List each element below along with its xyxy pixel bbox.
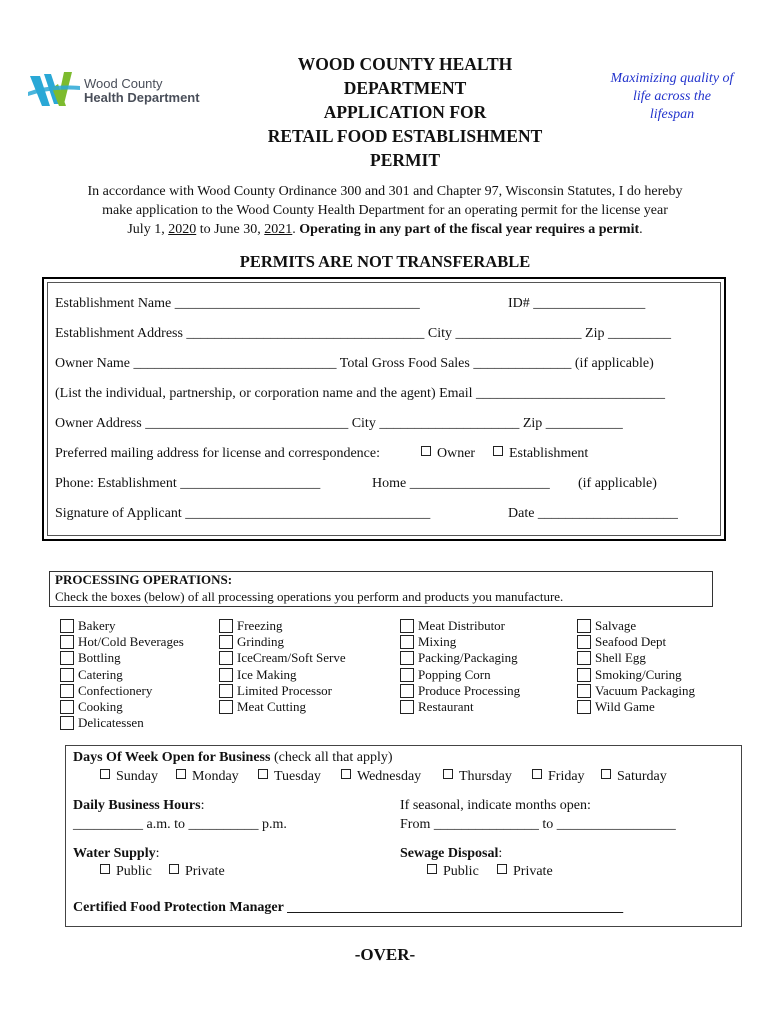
processing-checkbox[interactable]: Confectionery [60, 683, 184, 699]
processing-checkbox[interactable]: Salvage [577, 618, 695, 634]
processing-column-3 [400, 618, 520, 715]
processing-checkbox[interactable]: Freezing [219, 618, 346, 634]
checkbox-icon [493, 446, 503, 456]
day-checkbox-wednesday[interactable]: Wednesday [341, 769, 421, 785]
sewage-disposal-label: Sewage Disposal: [400, 846, 503, 861]
title-line: PERMIT [370, 150, 440, 170]
processing-checkbox[interactable]: Cooking [60, 699, 184, 715]
processing-checkbox[interactable]: Delicatessen [60, 715, 184, 731]
signature-field[interactable]: Signature of Applicant ___________________________________ [55, 506, 431, 521]
processing-checkbox[interactable]: Popping Corn [400, 667, 520, 683]
checkbox-icon [100, 864, 110, 874]
checkbox-icon [443, 769, 453, 779]
processing-checkbox[interactable]: Grinding [219, 634, 346, 650]
id-field[interactable]: ID# ________________ [508, 296, 646, 311]
processing-column-2 [219, 618, 346, 715]
permits-heading: PERMITS ARE NOT TRANSFERABLE [239, 252, 531, 271]
title-line: DEPARTMENT [343, 78, 467, 98]
mailing-establishment-checkbox[interactable]: Establishment [493, 446, 588, 462]
processing-checkbox[interactable]: Mixing [400, 634, 520, 650]
wood-county-logo-icon [28, 70, 82, 108]
checkbox-icon [169, 864, 179, 874]
mailing-preference-label: Preferred mailing address for license and correspondence: [55, 446, 380, 461]
tagline [598, 70, 746, 124]
water-private-checkbox[interactable]: Private [169, 864, 225, 880]
sewage-private-checkbox[interactable]: Private [497, 864, 553, 880]
checkbox-icon [341, 769, 351, 779]
cfpm-field[interactable]: Certified Food Protection Manager ________________________________________________ [73, 900, 624, 915]
processing-checkbox[interactable]: Meat Distributor [400, 618, 520, 634]
day-checkbox-tuesday[interactable]: Tuesday [258, 769, 321, 785]
license-start-year: 2020 [168, 222, 197, 237]
email-field[interactable]: (List the individual, partnership, or corporation name and the agent) Email ___________________________ [55, 386, 666, 401]
owner-address-field[interactable]: Owner Address _____________________________ City ____________________ Zip ___________ [55, 416, 623, 431]
day-checkbox-sunday[interactable]: Sunday [100, 769, 158, 785]
document-title [230, 52, 580, 172]
days-open-label: Days Of Week Open for Business (check all that apply) [73, 750, 393, 765]
logo-text [84, 77, 200, 105]
processing-checkbox[interactable]: Shell Egg [577, 650, 695, 666]
over-footer: -OVER- [354, 945, 416, 964]
phone-home-field[interactable]: Home ____________________ [372, 476, 550, 491]
mailing-owner-checkbox[interactable]: Owner [421, 446, 475, 462]
if-applicable-note: (if applicable) [578, 476, 657, 491]
processing-checkbox[interactable]: Restaurant [400, 699, 520, 715]
owner-name-field[interactable]: Owner Name _____________________________ Total Gross Food Sales ______________ (if applicable) [55, 356, 654, 371]
processing-checkbox[interactable]: Catering [60, 667, 184, 683]
day-checkbox-monday[interactable]: Monday [176, 769, 239, 785]
processing-column-1 [60, 618, 184, 731]
seasonal-label: If seasonal, indicate months open: [400, 798, 591, 813]
tagline-line: life across the [632, 89, 712, 104]
intro-line: July 1, 2020 to June 30, 2021. Operating in any part of the fiscal year requires a permit. [127, 222, 643, 237]
logo-line-1: Wood County [84, 76, 163, 91]
processing-checkbox[interactable]: Vacuum Packaging [577, 683, 695, 699]
processing-column-4 [577, 618, 695, 715]
tagline-line: Maximizing quality of [610, 71, 734, 86]
checkbox-icon [421, 446, 431, 456]
day-checkbox-thursday[interactable]: Thursday [443, 769, 512, 785]
business-hours-field[interactable]: __________ a.m. to __________ p.m. [73, 817, 287, 832]
processing-checkbox[interactable]: Wild Game [577, 699, 695, 715]
checkbox-icon [176, 769, 186, 779]
tagline-line: lifespan [649, 107, 695, 122]
processing-checkbox[interactable]: Hot/Cold Beverages [60, 634, 184, 650]
water-supply-label: Water Supply: [73, 846, 160, 861]
phone-establishment-field[interactable]: Phone: Establishment ____________________ [55, 476, 321, 491]
date-field[interactable]: Date ____________________ [508, 506, 678, 521]
processing-checkbox[interactable]: Bakery [60, 618, 184, 634]
processing-checkbox[interactable]: Seafood Dept [577, 634, 695, 650]
checkbox-icon [100, 769, 110, 779]
license-end-year: 2021 [264, 222, 293, 237]
checkbox-icon [601, 769, 611, 779]
processing-checkbox[interactable]: Ice Making [219, 667, 346, 683]
water-public-checkbox[interactable]: Public [100, 864, 152, 880]
seasonal-months-field[interactable]: From _______________ to _________________ [400, 817, 676, 832]
intro-paragraph [40, 182, 730, 239]
day-checkbox-friday[interactable]: Friday [532, 769, 585, 785]
processing-checkbox[interactable]: Bottling [60, 650, 184, 666]
checkbox-icon [427, 864, 437, 874]
logo-line-2: Health Department [84, 90, 200, 105]
business-hours-label: Daily Business Hours: [73, 798, 205, 813]
checkbox-icon [497, 864, 507, 874]
sewage-public-checkbox[interactable]: Public [427, 864, 479, 880]
title-line: RETAIL FOOD ESTABLISHMENT [267, 126, 543, 146]
day-checkbox-saturday[interactable]: Saturday [601, 769, 667, 785]
applicant-info-box [42, 277, 726, 541]
intro-line: make application to the Wood County Health Department for an operating permit for the license year [102, 203, 668, 218]
processing-checkbox[interactable]: Limited Processor [219, 683, 346, 699]
checkbox-icon [532, 769, 542, 779]
processing-checkbox[interactable]: Produce Processing [400, 683, 520, 699]
establishment-address-field[interactable]: Establishment Address __________________________________ City __________________ Zip _________ [55, 326, 671, 341]
processing-checkbox[interactable]: Smoking/Curing [577, 667, 695, 683]
processing-title: PROCESSING OPERATIONS: [55, 572, 233, 587]
processing-checkbox[interactable]: Meat Cutting [219, 699, 346, 715]
fiscal-year-notice: Operating in any part of the fiscal year requires a permit [299, 222, 640, 237]
establishment-name-field[interactable]: Establishment Name ___________________________________ [55, 296, 420, 311]
processing-checkbox[interactable]: Packing/Packaging [400, 650, 520, 666]
intro-line: In accordance with Wood County Ordinance 300 and 301 and Chapter 97, Wisconsin Statutes, I do hereby [87, 184, 683, 199]
checkbox-icon [258, 769, 268, 779]
processing-subtitle: Check the boxes (below) of all processing operations you perform and products you manufacture. [55, 589, 564, 604]
processing-checkbox[interactable]: IceCream/Soft Serve [219, 650, 346, 666]
title-line: WOOD COUNTY HEALTH [297, 54, 513, 74]
title-line: APPLICATION FOR [323, 102, 487, 122]
